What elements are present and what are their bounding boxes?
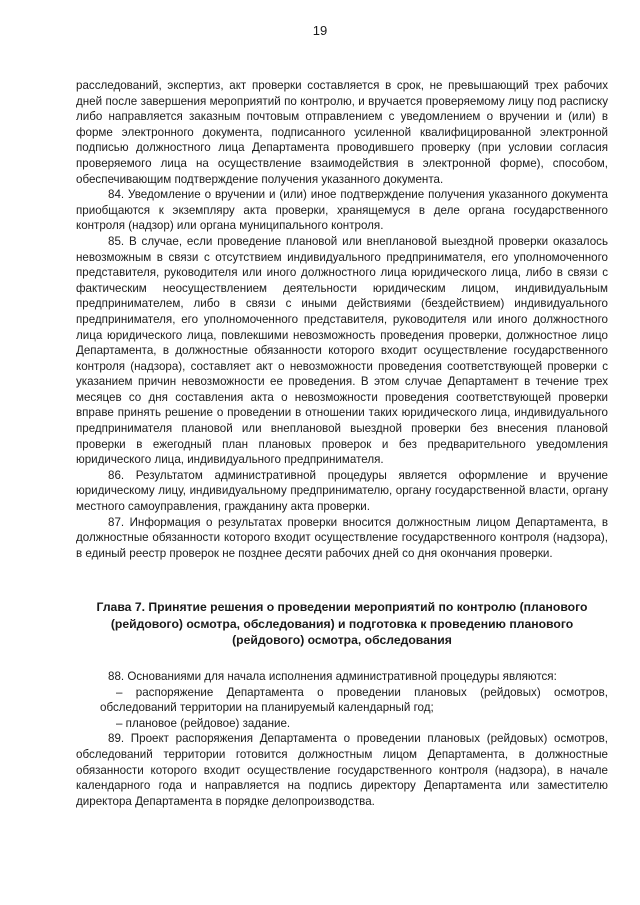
paragraph-87: 87. Информация о результатах проверки вносится должностным лицом Департамента, в должностные обязанности которого входит осуществление государственного контроля (надзора), в единый реестр проверок не позднее десяти рабочих дней со дня окончания проверки.: [76, 515, 608, 560]
chapter-heading: Глава 7. Принятие решения о проведении мероприятий по контролю (планового (рейдового) осмотра, обследования) и подготовка к проведению планового (рейдового) осмотра, обследования: [96, 600, 588, 647]
document-body: [76, 78, 608, 809]
paragraph-89: 89. Проект распоряжения Департамента о проведении плановых (рейдовых) осмотров, обследований территории готовится должностным лицом Департамента, в должностные обязанности которого входит осуществление государственного контроля (надзора), в начале календарного года и направляется на подпись директору Департамента или заместителю директора Департамента в порядке делопроизводства.: [76, 732, 608, 808]
paragraph-85: 85. В случае, если проведение плановой или внеплановой выездной проверки оказалось невозможным в связи с отсутствием индивидуального предпринимателя, его уполномоченного представителя, руководителя или иного должностного лица юридического лица, либо в связи с фактическим неосуществлением деятельности юридическим лицом, индивидуальным предпринимателем, либо в связи с иными действиями (бездействием) индивидуального предпринимателя, его уполномоченного представителя, руководителя или иного должностного лица юридического лица, повлекшими невозможность проведения проверки, должностное лицо Департамента, в должностные обязанности которого входит осуществление государственного контроля (надзора), составляет акт о невозможности проведения соответствующей проверки с указанием причин невозможности ее проведения. В этом случае Департамент в течение трех месяцев со дня составления акта о невозможности проведения соответствующей проверки вправе принять решение о проведении в отношении таких юридического лица, индивидуального предпринимателя плановой или внеплановой выездной проверки без внесения плановой проверки в ежегодный план плановых проверок и без предварительного уведомления юридического лица, индивидуального предпринимателя.: [76, 234, 608, 467]
list-item: – распоряжение Департамента о проведении плановых (рейдовых) осмотров, обследований территории на планируемый календарный год;: [100, 685, 608, 715]
list-item: – плановое (рейдовое) задание.: [116, 716, 291, 730]
paragraph-86: 86. Результатом административной процедуры является оформление и вручение юридическому лицу, индивидуальному предпринимателю, органу государственной власти, органу местного самоуправления, гражданину акта проверки.: [76, 468, 608, 514]
paragraph-84: 84. Уведомление о вручении и (или) иное подтверждение получения указанного документа приобщаются к экземпляру акта проверки, хранящемуся в деле органа государственного контроля (надзор) или органа муниципального контроля.: [76, 188, 608, 233]
page-number: 19: [312, 23, 328, 38]
paragraph-continuation: расследований, экспертиз, акт проверки составляется в срок, не превышающий трех рабочих дней после завершения мероприятий по контролю, и вручается проверяемому лицу под расписку либо направляется заказным почтовым отправлением с уведомлением о вручении и (или) в форме электронного документа, подписанного усиленной квалифицированной электронной подписью должностного лица Департамента проводившего проверку (при условии согласия проверяемого лица на осуществление взаимодействия в электронной форме), способом, обеспечивающим подтверждение получения указанного документа.: [76, 79, 608, 186]
paragraph-88: 88. Основаниями для начала исполнения административной процедуры являются:: [108, 670, 557, 684]
